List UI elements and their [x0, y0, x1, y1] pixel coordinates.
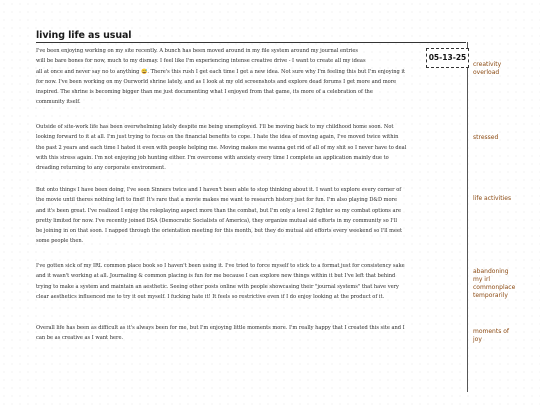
margin-note-line: creativity — [473, 61, 502, 68]
page-title: living life as usual — [36, 30, 132, 41]
title-underline — [36, 42, 466, 43]
paragraph-line: dreading returning to any corporate environment. — [36, 165, 166, 172]
margin-note-4 — [473, 268, 535, 300]
journal-paragraph-3 — [36, 185, 464, 247]
paragraph-line: trying to make a system and maintain an aesthetic. Seeing other posts online with people showcasing their "journal systems" that have very — [36, 283, 399, 290]
paragraph-line: inspired. The shrine is becoming bigger than me just documenting what I enjoyed from that game, its more of a celebration of the — [36, 89, 373, 96]
paragraph-line: I've gotten sick of my IRL common place book so I haven't been using it. I've tried to force myself to stick to a format just for consistency sake — [36, 263, 405, 269]
paragraph-line: with this stress again. I'm not enjoying job hunting either. I'm overcome with anxiety every time I complete an application mainly due to — [36, 154, 389, 161]
paragraph-line: all at once and never say no to anything 😅. There's this rush I get each time I get a new idea. Not sure why I'm feeling this but I'm enjoying it — [36, 68, 406, 75]
journal-paragraph-1 — [36, 46, 464, 108]
paragraph-line: looking forward to it at all. I'm just trying to focus on the financial benefits to cope. I hate the idea of moving again, I've moved twice within — [36, 134, 399, 141]
margin-note-line: temporarily — [473, 292, 508, 299]
margin-note-line: moments of — [473, 328, 510, 335]
margin-note-3 — [473, 195, 535, 203]
paragraph-line: some people then. — [36, 238, 84, 245]
paragraph-line: the movie until theres nothing left to find! It's rare that a movie makes me want to research history just for fun. I'm also playing D&D more — [36, 197, 397, 204]
journal-paragraph-5 — [36, 323, 464, 344]
margin-note-1 — [473, 61, 535, 77]
paragraph-line: for now. I've been working on my Ourworld shrine lately, and as I look at my old screenshots and explore dead forums I get more and more — [36, 78, 397, 85]
margin-note-line: life activities — [473, 195, 512, 202]
paragraph-line: can be as creative as I want here. — [36, 335, 124, 342]
margin-note-2 — [473, 134, 535, 142]
margin-note-line: my irl — [473, 276, 491, 283]
paragraph-line: But onto things I have been doing, I've seen Sinners twice and I haven't been able to stop thinking about it. I want to explore every corner of — [36, 187, 402, 193]
margin-note-line: stressed — [473, 134, 499, 141]
paragraph-line: and it wasn't working at all. Journaling & common placing is fun for me because I can explore new things within it but I've left that behind — [36, 273, 396, 280]
paragraph-line: the past 2 years and each time I hated it even with people helping me. Moving makes me wanna get rid of all of my shit so I never have to deal — [36, 144, 407, 151]
margin-note-line: commonplace — [473, 284, 516, 291]
paragraph-line: Overall life has been as difficult as it's always been for me, but I'm enjoying little moments more. I'm really happy that I created this site and I — [36, 325, 405, 331]
margin-note-5 — [473, 328, 535, 344]
margin-note-line: joy — [473, 336, 482, 343]
paragraph-line: will be bare bones for now, much to my dismay. I feel like I'm experiencing intense creative drive - I want to create all my ideas — [36, 58, 366, 65]
margin-note-line: abandoning — [473, 268, 509, 275]
journal-paragraph-4 — [36, 261, 464, 302]
date-badge: 05-13-25 — [426, 48, 469, 68]
margin-note-line: overload — [473, 69, 500, 76]
paragraph-line: Outside of site-work life has been overwhelming lately despite me being unemployed. I'll be moving back to my childhood home soon. Not — [36, 124, 394, 130]
journal-paragraph-2 — [36, 122, 464, 173]
margin-divider — [467, 42, 468, 392]
paragraph-line: and it's been great. I've realized I enjoy the roleplaying aspect more than the combat, but I'm only a level 2 fighter so my combat options are — [36, 207, 402, 214]
paragraph-line: I've been enjoying working on my site recently. A bunch has been moved around in my file system around my journal entries — [36, 48, 359, 54]
paragraph-line: be joining in on that soon. I napped through the orientation meeting for this month, but they do mutual aid efforts every weekend so I'll meet — [36, 228, 403, 235]
paragraph-line: pretty limited for now. I've recently joined DSA (Democratic Socialists of America), they organize mutual aid efforts in my community so I'll — [36, 217, 397, 224]
paragraph-line: community itself. — [36, 99, 81, 106]
paragraph-line: clear aesthetics influenced me to try it out myself. I fucking hate it! It feels so restrictive even if I do enjoy looking at the product of it. — [36, 293, 385, 300]
